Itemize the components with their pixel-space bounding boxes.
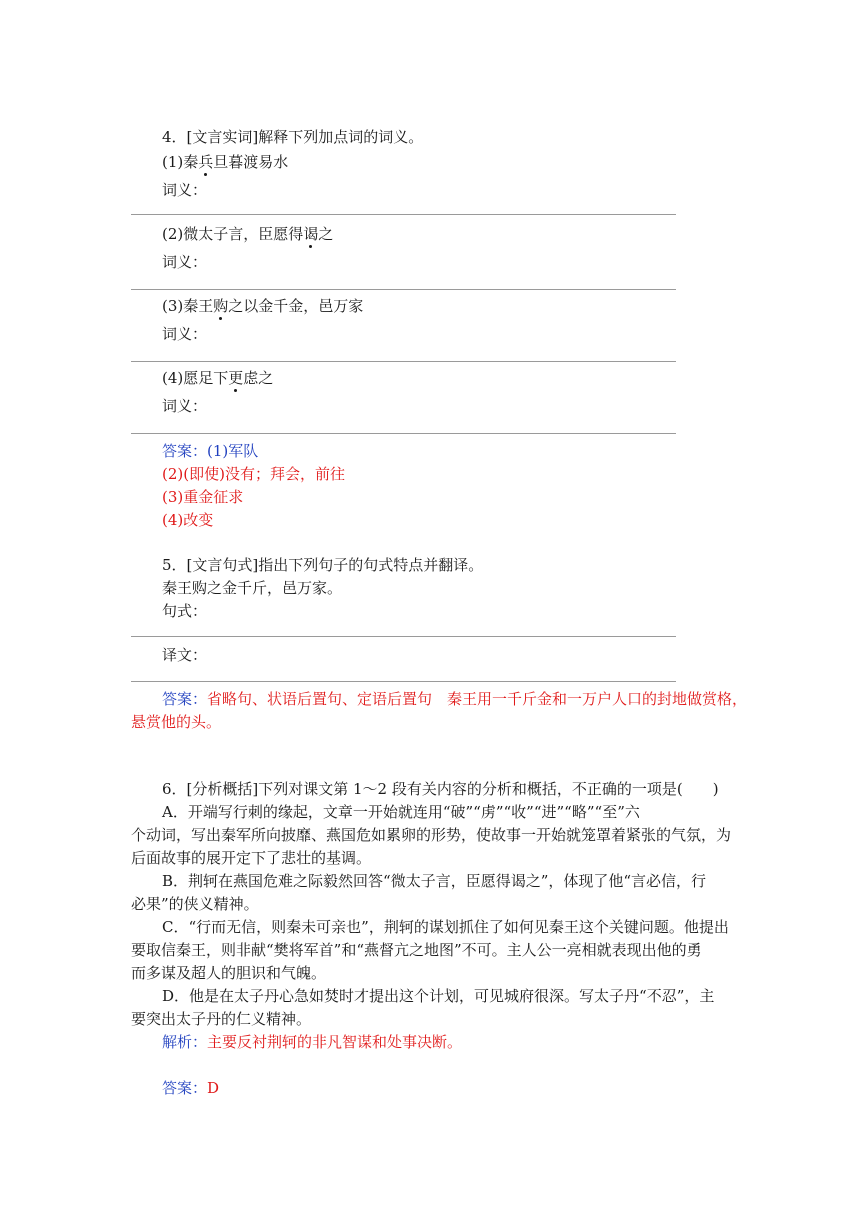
- answer-blank-line: [131, 361, 676, 362]
- jushi-label: 句式：: [162, 602, 208, 620]
- q6-option-b-cont: 必果”的侠义精神。: [131, 895, 259, 913]
- q6-option-b: B．荆轲在燕国危难之际毅然回答“微太子言，臣愿得谒之”，体现了他“言必信，行: [162, 872, 707, 890]
- q6-title: 6．[分析概括]下列对课文第 1～2 段有关内容的分析和概括，不正确的一项是( ): [162, 780, 719, 798]
- emphasis-dot-word: 更: [228, 369, 244, 387]
- q4-title: 4．[文言实词]解释下列加点词的词义。: [162, 128, 424, 146]
- ciyi-label: 词义：: [162, 253, 208, 271]
- answer-blank-line: [131, 289, 676, 290]
- q6-option-c-cont: 要取信秦王，则非献“樊将军首”和“燕督亢之地图”不可。主人公一亮相就表现出他的勇: [131, 941, 702, 959]
- q6-option-c-cont: 而多谋及超人的胆识和气魄。: [131, 964, 327, 982]
- q6-option-d: D．他是在太子丹心急如焚时才提出这个计划，可见城府很深。写太子丹“不忍”，主: [162, 987, 715, 1005]
- q6-option-d-cont: 要突出太子丹的仁义精神。: [131, 1010, 312, 1028]
- q4-answer-2: (2)(即使)没有；拜会，前往: [162, 465, 345, 483]
- ciyi-label: 词义：: [162, 181, 208, 199]
- emphasis-dot-word: 谒: [303, 225, 319, 243]
- q6-option-a-cont: 后面故事的展开定下了悲壮的基调。: [131, 849, 372, 867]
- q4-item-2: (2)微太子言，臣愿得谒之: [162, 225, 334, 243]
- q5-title: 5．[文言句式]指出下列句子的句式特点并翻译。: [162, 556, 484, 574]
- q5-sentence: 秦王购之金千斤，邑万家。: [162, 579, 343, 597]
- q6-option-c: C．“行而无信，则秦未可亲也”，荆轲的谋划抓住了如何见秦王这个关键问题。他提出: [162, 918, 729, 936]
- answer-blank-line: [131, 214, 676, 215]
- q6-analysis: 解析：主要反衬荆轲的非凡智谋和处事决断。: [162, 1033, 463, 1051]
- q4-answer-3: (3)重金征求: [162, 488, 244, 506]
- ciyi-label: 词义：: [162, 325, 208, 343]
- q6-option-a-cont: 个动词，写出秦军所向披靡、燕国危如累卵的形势，使故事一开始就笼罩着紧张的气氛，为: [131, 826, 732, 844]
- q6-option-a: A．开端写行刺的缘起，文章一开始就连用“破”“虏”“收”“进”“略”“至”六: [162, 803, 640, 821]
- emphasis-dot-word: 购: [213, 297, 229, 315]
- yiwen-label: 译文：: [162, 646, 208, 664]
- answer-blank-line: [131, 433, 676, 434]
- q5-answer: 答案：省略句、状语后置句、定语后置句 秦王用一千斤金和一万户人口的封地做赏格，: [162, 690, 748, 708]
- q4-item-3: (3)秦王购之以金千金，邑万家: [162, 297, 364, 315]
- emphasis-dot-word: 兵: [198, 153, 214, 171]
- q4-answer-1: 答案：(1)军队: [162, 442, 259, 460]
- q4-item-4: (4)愿足下更虑之: [162, 369, 274, 387]
- q4-item-1: (1)秦兵旦暮渡易水: [162, 153, 289, 171]
- ciyi-label: 词义：: [162, 397, 208, 415]
- answer-blank-line: [131, 636, 676, 637]
- q4-answer-4: (4)改变: [162, 511, 214, 529]
- answer-blank-line: [131, 681, 676, 682]
- q5-answer-cont: 悬赏他的头。: [131, 713, 222, 731]
- q6-answer: 答案：D: [162, 1079, 220, 1097]
